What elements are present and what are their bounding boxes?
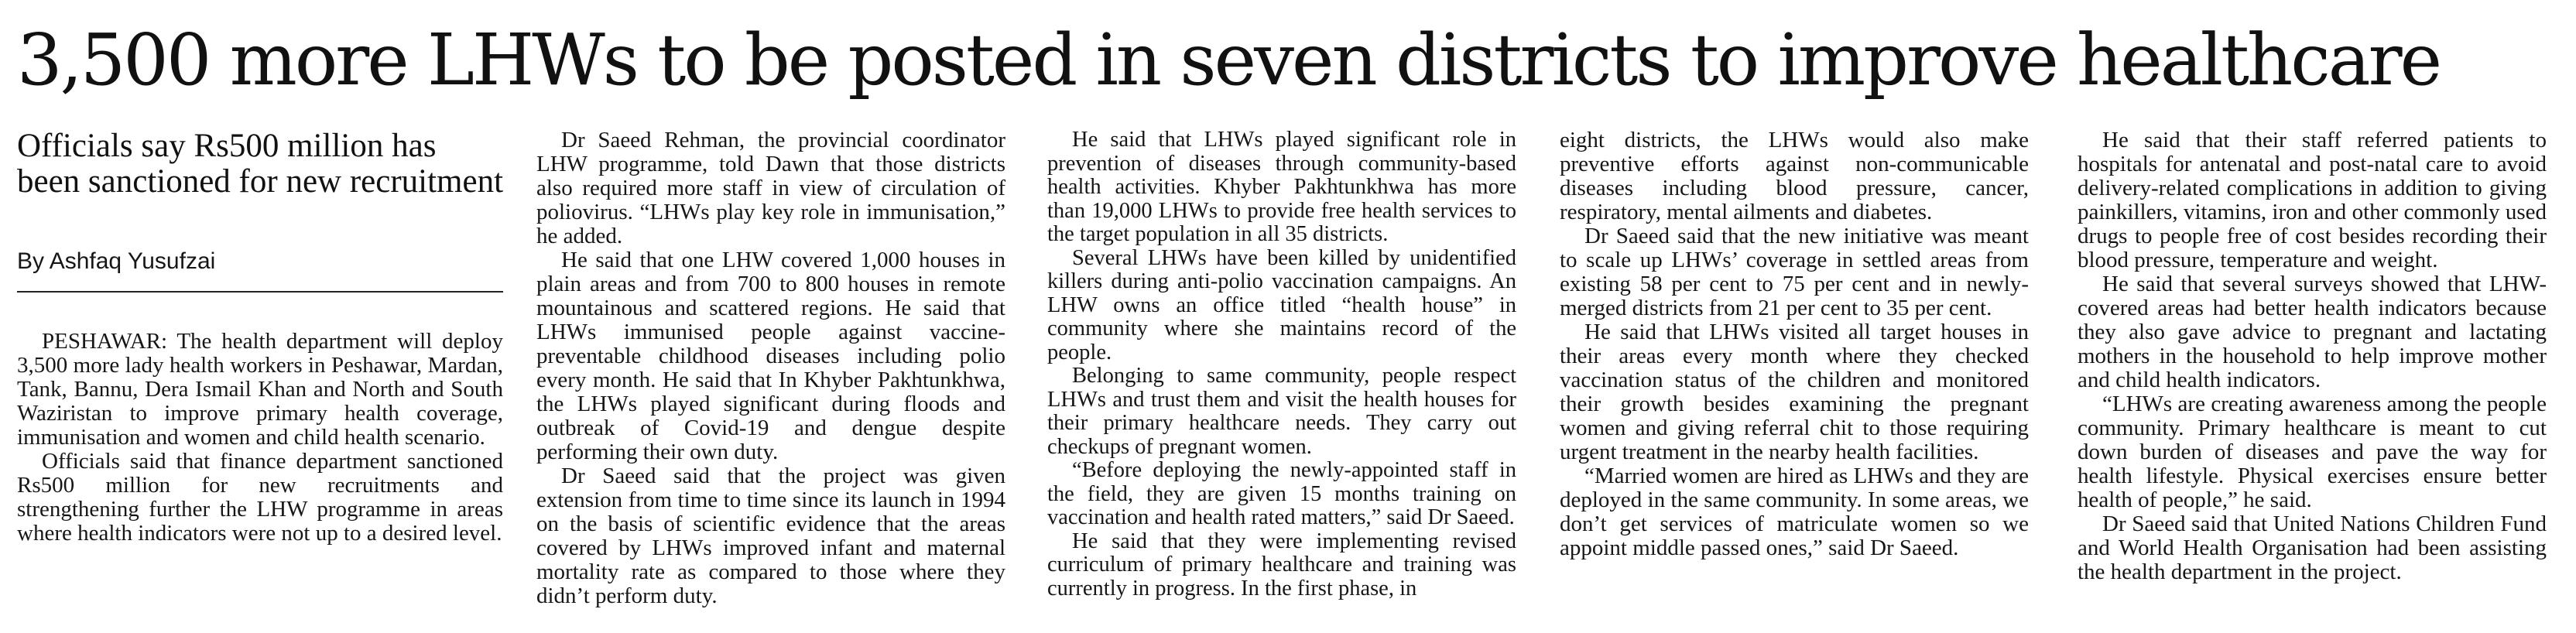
paragraph: Officials said that finance department sanctioned Rs500 million for new recruitments and strengthening further the LHW programme in areas where health indicators were not up to a desired level. — [17, 449, 503, 546]
byline-divider — [17, 291, 503, 293]
paragraph: He said that they were implementing revised curriculum of primary healthcare and training was currently in progress. In the first phase, in — [1047, 529, 1516, 600]
article-column-1 — [17, 128, 503, 546]
article-column-3 — [1047, 128, 1516, 600]
paragraph: Dr Saeed said that the project was given extension from time to time since its launch in 1994 on the basis of scientific evidence that the areas covered by LHWs improved infant and maternal mortality rate as compared to those where they didn’t perform duty. — [536, 464, 1005, 608]
paragraph: PESHAWAR: The health department will deploy 3,500 more lady health workers in Peshawar, Mardan, Tank, Bannu, Dera Ismail Khan and North and South Waziristan to improve primary health coverage, immunisation and women and child health scenario. — [17, 329, 503, 450]
paragraph: He said that LHWs played significant role in prevention of diseases through community-based health activities. Khyber Pakhtunkhwa has more than 19,000 LHWs to provide free health services to the target population in all 35 districts. — [1047, 128, 1516, 246]
article-column-2 — [536, 128, 1005, 608]
headline: 3,500 more LHWs to be posted in seven districts to improve healthcare — [17, 19, 2441, 101]
paragraph: Dr Saeed Rehman, the provincial coordinator LHW programme, told Dawn that those districts also required more staff in view of circulation of poliovirus. “LHWs play key role in immunisation,” he added. — [536, 128, 1005, 248]
paragraph: “Before deploying the newly-appointed staff in the field, they are given 15 months training on vaccination and health rated matters,” said Dr Saeed. — [1047, 458, 1516, 529]
byline: By Ashfaq Yusufzai — [17, 248, 216, 274]
paragraph: He said that LHWs visited all target houses in their areas every month where they checked vaccination status of the children and monitored their growth besides examining the pregnant women and giving referral chit to those requiring urgent treatment in the nearby health facilities. — [1560, 320, 2029, 464]
paragraph: Several LHWs have been killed by unidentified killers during anti-polio vaccination campaigns. An LHW owns an office titled “health house” in community where she maintains record of the people. — [1047, 245, 1516, 364]
paragraph: Dr Saeed said that the new initiative was meant to scale up LHWs’ coverage in settled areas from existing 58 per cent to 75 per cent and in newly-merged districts from 21 per cent to 35 per cent. — [1560, 224, 2029, 320]
paragraph: He said that one LHW covered 1,000 houses in plain areas and from 700 to 800 houses in remote mountainous and scattered regions. He said that LHWs immunised people against vaccine-preventable childhood diseases including polio every month. He said that In Khyber Pakhtunkhwa, the LHWs played significant during floods and outbreak of Covid-19 and dengue despite performing their own duty. — [536, 248, 1005, 464]
article-column-4 — [1560, 128, 2029, 560]
article-column-5 — [2078, 128, 2547, 584]
paragraph: Belonging to same community, people respect LHWs and trust them and visit the health houses for their primary healthcare needs. They carry out checkups of pregnant women. — [1047, 364, 1516, 459]
subheadline: Officials say Rs500 million has been sanctioned for new recruitment — [17, 128, 504, 200]
paragraph: He said that their staff referred patients to hospitals for antenatal and post-natal care to avoid delivery-related complications in addition to giving painkillers, vitamins, iron and other commonly used drugs to people free of cost besides recording their blood pressure, temperature and weight. — [2078, 128, 2547, 272]
paragraph: “LHWs are creating awareness among the people community. Primary healthcare is meant to cut down burden of diseases and pave the way for health lifestyle. Physical exercises ensure better health of people,” he said. — [2078, 392, 2547, 512]
paragraph: eight districts, the LHWs would also make preventive efforts against non-communicable diseases including blood pressure, cancer, respiratory, mental ailments and diabetes. — [1560, 128, 2029, 224]
paragraph: He said that several surveys showed that LHW-covered areas had better health indicators because they also gave advice to pregnant and lactating mothers in the household to help improve mother and child health indicators. — [2078, 272, 2547, 392]
paragraph: Dr Saeed said that United Nations Children Fund and World Health Organisation had been assisting the health department in the project. — [2078, 512, 2547, 584]
paragraph: “Married women are hired as LHWs and they are deployed in the same community. In some areas, we don’t get services of matriculate women so we appoint middle passed ones,” said Dr Saeed. — [1560, 464, 2029, 560]
